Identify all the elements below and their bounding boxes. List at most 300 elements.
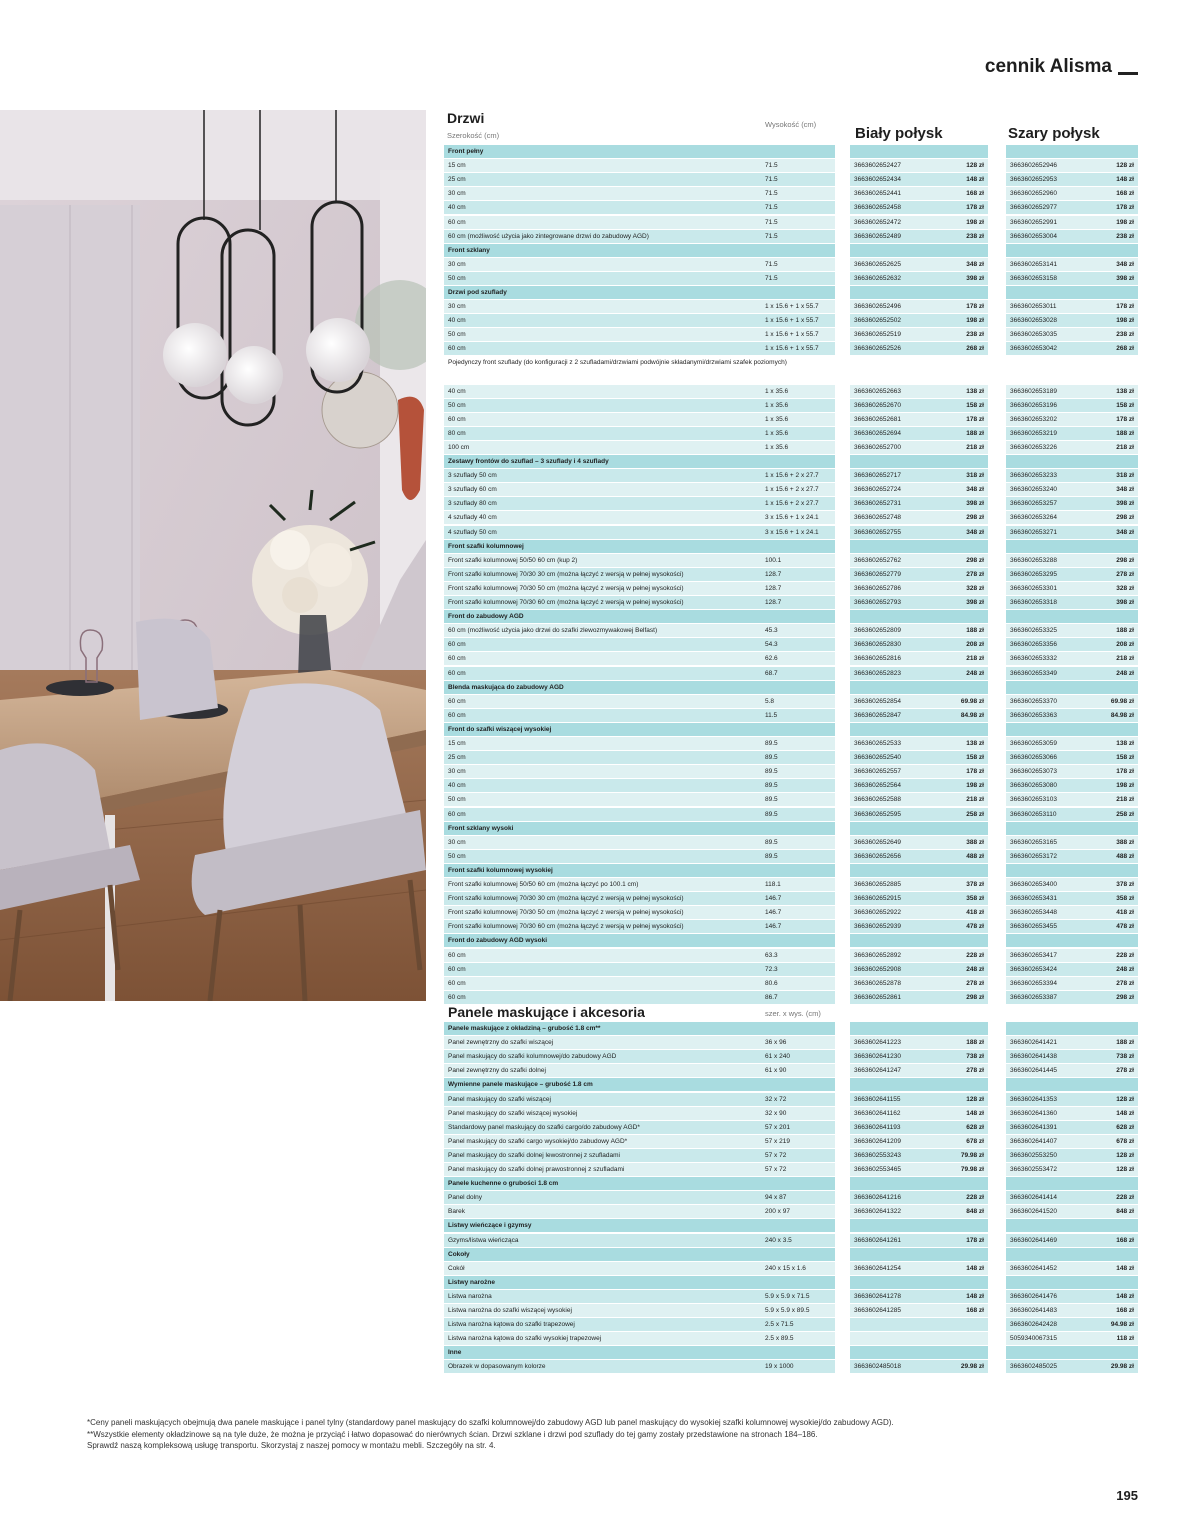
item-label: 30 cm bbox=[444, 836, 835, 849]
white-ean: 3663602652670 bbox=[854, 401, 901, 409]
item-label: 25 cm bbox=[444, 173, 835, 186]
grey-gloss-cell bbox=[1006, 1304, 1138, 1317]
table-row bbox=[444, 737, 1144, 751]
white-ean: 3663602652427 bbox=[854, 162, 901, 170]
item-label: 60 cm bbox=[444, 413, 835, 426]
grey-price: 178 zł bbox=[1116, 768, 1134, 776]
grey-ean: 3663602553250 bbox=[1010, 1151, 1057, 1159]
grey-price: 318 zł bbox=[1116, 472, 1134, 480]
white-price: 678 zł bbox=[966, 1137, 984, 1145]
table-row bbox=[444, 469, 1144, 483]
white-ean: 3663602652786 bbox=[854, 584, 901, 592]
white-price: 148 zł bbox=[966, 1264, 984, 1272]
white-gloss-cell bbox=[850, 751, 988, 764]
grey-gloss-cell bbox=[1006, 1191, 1138, 1204]
dimension-value: 80.6 bbox=[765, 979, 778, 987]
grey-ean: 3663602653318 bbox=[1010, 599, 1057, 606]
white-gloss-cell bbox=[850, 1191, 988, 1204]
grey-gloss-cell bbox=[1006, 1149, 1138, 1162]
white-gloss-cell bbox=[850, 1107, 988, 1120]
grey-ean: 3663602641445 bbox=[1010, 1067, 1057, 1075]
grey-price: 678 zł bbox=[1116, 1137, 1134, 1145]
grey-price: 218 zł bbox=[1116, 796, 1134, 804]
dimension-value: 11.5 bbox=[765, 711, 778, 719]
grey-ean: 3663602653110 bbox=[1010, 810, 1057, 818]
grey-price: 148 zł bbox=[1116, 1292, 1134, 1300]
white-gloss-cell bbox=[850, 145, 988, 158]
grey-ean: 3663602653059 bbox=[1010, 740, 1057, 747]
grey-ean: 3663602653196 bbox=[1010, 401, 1057, 409]
table-row bbox=[444, 1050, 1144, 1064]
dimension-value: 86.7 bbox=[765, 993, 778, 1001]
grey-gloss-cell bbox=[1006, 667, 1138, 680]
white-ean: 3663602652700 bbox=[854, 443, 901, 451]
grey-gloss-cell bbox=[1006, 1332, 1138, 1345]
table-row bbox=[444, 1191, 1144, 1205]
doors-section-title: Drzwi bbox=[447, 110, 485, 126]
category-label: Inne bbox=[444, 1346, 835, 1359]
dimension-value: 94 x 87 bbox=[765, 1194, 787, 1202]
grey-price: 188 zł bbox=[1116, 429, 1134, 437]
white-gloss-cell bbox=[850, 230, 988, 243]
white-price: 268 zł bbox=[966, 345, 984, 353]
grey-price: 148 zł bbox=[1116, 1109, 1134, 1117]
table-row bbox=[444, 187, 1144, 201]
table-row bbox=[444, 695, 1144, 709]
white-price: 198 zł bbox=[966, 317, 984, 325]
white-gloss-cell bbox=[850, 258, 988, 271]
item-label: 4 szuflady 40 cm bbox=[444, 511, 835, 524]
grey-gloss-cell bbox=[1006, 300, 1138, 313]
white-ean: 3663602652823 bbox=[854, 669, 901, 677]
grey-price: 398 zł bbox=[1116, 274, 1134, 282]
grey-price: 298 zł bbox=[1116, 514, 1134, 522]
white-ean: 3663602652724 bbox=[854, 486, 901, 494]
grey-price: 168 zł bbox=[1116, 190, 1134, 198]
dimension-value: 71.5 bbox=[765, 274, 778, 282]
white-gloss-cell bbox=[850, 892, 988, 905]
dimension-value: 36 x 96 bbox=[765, 1039, 787, 1047]
white-gloss-cell bbox=[850, 667, 988, 680]
white-ean: 3663602652564 bbox=[854, 782, 901, 790]
dimension-value: 5.9 x 5.9 x 71.5 bbox=[765, 1292, 810, 1300]
grey-gloss-cell bbox=[1006, 991, 1138, 1004]
item-label: 60 cm bbox=[444, 949, 835, 962]
table-row bbox=[444, 554, 1144, 568]
white-ean: 3663602652847 bbox=[854, 711, 901, 719]
white-ean: 3663602652496 bbox=[854, 303, 901, 311]
white-gloss-cell bbox=[850, 357, 988, 384]
grey-price: 358 zł bbox=[1116, 895, 1134, 903]
white-price: 178 zł bbox=[966, 768, 984, 776]
white-ean: 3663602652649 bbox=[854, 838, 901, 846]
table-row bbox=[444, 441, 1144, 455]
width-column-label: Szerokość (cm) bbox=[447, 131, 500, 140]
dimension-value: 1 x 15.6 + 1 x 55.7 bbox=[765, 345, 819, 353]
grey-price: 188 zł bbox=[1116, 627, 1134, 635]
item-label: Panel maskujący do szafki dolnej prawostronnej z szufladami bbox=[444, 1163, 835, 1176]
grey-price: 168 zł bbox=[1116, 1307, 1134, 1314]
grey-gloss-cell bbox=[1006, 357, 1138, 384]
item-label: Panel zewnętrzny do szafki wiszącej bbox=[444, 1036, 835, 1049]
white-gloss-cell bbox=[850, 934, 988, 947]
table-row bbox=[444, 1304, 1144, 1318]
grey-price: 128 zł bbox=[1116, 1095, 1134, 1103]
category-label: Wymienne panele maskujące – grubość 1.8 cm bbox=[444, 1078, 835, 1091]
white-price: 628 zł bbox=[966, 1123, 984, 1131]
white-ean: 3663602641223 bbox=[854, 1039, 901, 1047]
white-price: 358 zł bbox=[966, 895, 984, 903]
grey-ean: 3663602653165 bbox=[1010, 838, 1057, 846]
footnote: **Wszystkie elementy okładzinowe są na tyle duże, że można je przyciąć i łatwo dopasować do nierównych ścian. Drzwi szklane i drzwi pod szuflady do tej gamy zostały przedstawione na stronach 184–186. bbox=[87, 1429, 818, 1439]
white-price: 398 zł bbox=[966, 500, 984, 508]
white-gloss-cell bbox=[850, 1219, 988, 1232]
white-gloss-cell bbox=[850, 906, 988, 919]
dimension-value: 71.5 bbox=[765, 204, 778, 212]
grey-gloss-cell bbox=[1006, 1050, 1138, 1063]
white-ean: 3663602652830 bbox=[854, 641, 901, 649]
grey-gloss-cell bbox=[1006, 1290, 1138, 1303]
grey-price: 128 zł bbox=[1116, 1166, 1134, 1173]
grey-ean: 3663602641407 bbox=[1010, 1137, 1057, 1145]
item-label: Listwa narożna kątowa do szafki wysokiej trapezowej bbox=[444, 1332, 835, 1345]
white-price: 178 zł bbox=[966, 1236, 984, 1244]
item-label: 60 cm bbox=[444, 709, 835, 722]
category-label: Zestawy frontów do szuflad – 3 szuflady i 4 szuflady bbox=[444, 455, 835, 468]
table-row bbox=[444, 1135, 1144, 1149]
category-row bbox=[444, 610, 1144, 624]
grey-gloss-cell bbox=[1006, 1346, 1138, 1359]
grey-ean: 3663602641391 bbox=[1010, 1123, 1057, 1131]
category-label: Cokoły bbox=[444, 1248, 835, 1261]
table-row bbox=[444, 582, 1144, 596]
dimension-value: 89.5 bbox=[765, 810, 778, 818]
grey-price: 348 zł bbox=[1116, 486, 1134, 494]
item-label: 60 cm bbox=[444, 667, 835, 680]
item-label: Panel maskujący do szafki dolnej lewostronnej z szufladami bbox=[444, 1149, 835, 1162]
grey-gloss-cell bbox=[1006, 1219, 1138, 1232]
grey-price: 118 zł bbox=[1116, 1335, 1134, 1343]
grey-ean: 3663602641483 bbox=[1010, 1307, 1057, 1314]
item-label: 60 cm bbox=[444, 695, 835, 708]
table-row bbox=[444, 342, 1144, 356]
dimension-value: 68.7 bbox=[765, 669, 778, 677]
table-row bbox=[444, 1332, 1144, 1346]
grey-gloss-cell bbox=[1006, 934, 1138, 947]
grey-gloss-cell bbox=[1006, 1135, 1138, 1148]
grey-ean: 3663602652946 bbox=[1010, 162, 1057, 170]
white-gloss-cell bbox=[850, 695, 988, 708]
grey-price: 128 zł bbox=[1116, 1151, 1134, 1159]
category-label: Front szklany bbox=[444, 244, 835, 257]
dimension-value: 2.5 x 71.5 bbox=[765, 1321, 794, 1329]
grey-price: 188 zł bbox=[1116, 1039, 1134, 1047]
dimension-value: 1 x 35.6 bbox=[765, 443, 789, 451]
table-row bbox=[444, 977, 1144, 991]
grey-gloss-cell bbox=[1006, 286, 1138, 299]
grey-price: 198 zł bbox=[1116, 218, 1134, 226]
dimension-value: 240 x 15 x 1.6 bbox=[765, 1264, 806, 1272]
grey-ean: 3663602653264 bbox=[1010, 514, 1057, 522]
grey-ean: 3663602653189 bbox=[1010, 387, 1057, 395]
category-row bbox=[444, 244, 1144, 258]
white-gloss-cell bbox=[850, 991, 988, 1004]
table-row bbox=[444, 808, 1144, 822]
table-row bbox=[444, 1360, 1144, 1374]
grey-price: 168 zł bbox=[1116, 1236, 1134, 1244]
table-row bbox=[444, 272, 1144, 286]
table-row bbox=[444, 1107, 1144, 1121]
item-label: Panel maskujący do szafki cargo wysokiej/do zabudowy AGD* bbox=[444, 1135, 835, 1148]
item-label: Front szafki kolumnowej 50/50 60 cm (kup 2) bbox=[444, 554, 835, 567]
grey-gloss-cell bbox=[1006, 1064, 1138, 1077]
dimension-value: 240 x 3.5 bbox=[765, 1236, 792, 1244]
grey-gloss-cell bbox=[1006, 949, 1138, 962]
item-label: 60 cm bbox=[444, 808, 835, 821]
grey-price: 218 zł bbox=[1116, 443, 1134, 451]
grey-gloss-cell bbox=[1006, 864, 1138, 877]
white-price: 218 zł bbox=[966, 443, 984, 451]
table-row bbox=[444, 751, 1144, 765]
white-price: 228 zł bbox=[966, 1194, 984, 1202]
item-label: 3 szuflady 80 cm bbox=[444, 497, 835, 510]
item-label: 60 cm bbox=[444, 342, 835, 355]
item-label: 100 cm bbox=[444, 441, 835, 454]
category-label: Front do zabudowy AGD bbox=[444, 610, 835, 623]
item-label: Front szafki kolumnowej 70/30 50 cm (można łączyć z wersją w pełnej wysokości) bbox=[444, 582, 835, 595]
white-gloss-cell bbox=[850, 610, 988, 623]
grey-gloss-cell bbox=[1006, 1022, 1138, 1035]
white-gloss-cell bbox=[850, 1304, 988, 1317]
item-label: Obrazek w dopasowanym kolorze bbox=[444, 1360, 835, 1373]
white-ean: 3663602553243 bbox=[854, 1151, 901, 1159]
white-price: 348 zł bbox=[966, 260, 984, 268]
item-label: 25 cm bbox=[444, 751, 835, 764]
grey-price: 178 zł bbox=[1116, 204, 1134, 212]
white-ean: 3663602652908 bbox=[854, 965, 901, 973]
dimension-value: 71.5 bbox=[765, 218, 778, 226]
dimension-value: 71.5 bbox=[765, 232, 778, 240]
white-gloss-cell bbox=[850, 314, 988, 327]
dimension-value: 54.3 bbox=[765, 641, 778, 649]
category-row bbox=[444, 1177, 1144, 1191]
grey-price: 94.98 zł bbox=[1110, 1321, 1134, 1329]
category-row bbox=[444, 1248, 1144, 1262]
table-row bbox=[444, 258, 1144, 272]
white-price: 328 zł bbox=[966, 584, 984, 592]
white-price: 178 zł bbox=[966, 415, 984, 423]
table-row bbox=[444, 328, 1144, 342]
white-price: 248 zł bbox=[966, 669, 984, 677]
white-price: 148 zł bbox=[966, 1109, 984, 1117]
category-row bbox=[444, 934, 1144, 948]
grey-price: 178 zł bbox=[1116, 303, 1134, 311]
white-gloss-cell bbox=[850, 173, 988, 186]
white-ean: 3663602652731 bbox=[854, 500, 901, 508]
grey-gloss-cell bbox=[1006, 328, 1138, 341]
white-gloss-cell bbox=[850, 272, 988, 285]
grey-gloss-cell bbox=[1006, 342, 1138, 355]
white-ean: 3663602641155 bbox=[854, 1095, 901, 1103]
table-row bbox=[444, 638, 1144, 652]
grey-price: 238 zł bbox=[1116, 331, 1134, 339]
dimension-value: 57 x 72 bbox=[765, 1166, 787, 1173]
catalog-section-title: cennik Alisma bbox=[984, 56, 1112, 77]
grey-ean: 3663602553472 bbox=[1010, 1166, 1057, 1173]
category-label: Front szafki kolumnowej wysokiej bbox=[444, 864, 835, 877]
item-label: 15 cm bbox=[444, 737, 835, 750]
white-price: 69.98 zł bbox=[960, 697, 984, 705]
grey-ean: 3663602653325 bbox=[1010, 627, 1057, 635]
white-price: 298 zł bbox=[966, 514, 984, 522]
white-price: 298 zł bbox=[966, 556, 984, 564]
white-price: 79.98 zł bbox=[960, 1166, 984, 1173]
grey-ean: 3663602652953 bbox=[1010, 176, 1057, 184]
white-gloss-cell bbox=[850, 1248, 988, 1261]
item-label: Standardowy panel maskujący do szafki cargo/do zabudowy AGD* bbox=[444, 1121, 835, 1134]
item-label: Front szafki kolumnowej 70/30 30 cm (można łączyć z wersją w pełnej wysokości) bbox=[444, 568, 835, 581]
dimension-value: 61 x 90 bbox=[765, 1067, 787, 1075]
grey-gloss-cell bbox=[1006, 230, 1138, 243]
white-gloss-cell bbox=[850, 963, 988, 976]
white-ean: 3663602652434 bbox=[854, 176, 901, 184]
grey-gloss-cell bbox=[1006, 836, 1138, 849]
grey-ean: 3663602653240 bbox=[1010, 486, 1057, 494]
table-row bbox=[444, 1318, 1144, 1332]
grey-ean: 3663602653424 bbox=[1010, 965, 1057, 973]
table-row bbox=[444, 483, 1144, 497]
grey-gloss-cell bbox=[1006, 469, 1138, 482]
dimension-value: 89.5 bbox=[765, 740, 778, 747]
table-row bbox=[444, 413, 1144, 427]
dimension-value: 19 x 1000 bbox=[765, 1363, 794, 1371]
grey-ean: 3663602653103 bbox=[1010, 796, 1057, 804]
white-price: 208 zł bbox=[966, 641, 984, 649]
table-row bbox=[444, 399, 1144, 413]
white-gloss-cell bbox=[850, 1078, 988, 1091]
grey-price: 628 zł bbox=[1116, 1123, 1134, 1131]
dimension-value: 1 x 15.6 + 1 x 55.7 bbox=[765, 303, 819, 311]
white-ean: 3663602652915 bbox=[854, 895, 901, 903]
white-ean: 3663602652885 bbox=[854, 881, 901, 888]
grey-price: 478 zł bbox=[1116, 923, 1134, 931]
table-row bbox=[444, 624, 1144, 638]
white-gloss-cell bbox=[850, 216, 988, 229]
grey-gloss-cell bbox=[1006, 1107, 1138, 1120]
dimension-value: 57 x 72 bbox=[765, 1151, 787, 1159]
category-row bbox=[444, 1078, 1144, 1092]
dimension-value: 63.3 bbox=[765, 951, 778, 959]
grey-price: 388 zł bbox=[1116, 838, 1134, 846]
category-row bbox=[444, 455, 1144, 469]
grey-price: 278 zł bbox=[1116, 979, 1134, 987]
table-row bbox=[444, 949, 1144, 963]
footnotes bbox=[87, 1417, 894, 1452]
white-ean: 3663602641285 bbox=[854, 1307, 901, 1314]
white-price: 278 zł bbox=[966, 570, 984, 578]
grey-ean: 3663602641438 bbox=[1010, 1053, 1057, 1061]
white-price: 248 zł bbox=[966, 965, 984, 973]
table-row bbox=[444, 596, 1144, 610]
dimension-value: 128.7 bbox=[765, 570, 782, 578]
white-price: 198 zł bbox=[966, 782, 984, 790]
white-price: 178 zł bbox=[966, 204, 984, 212]
item-label: 50 cm bbox=[444, 793, 835, 806]
white-gloss-cell bbox=[850, 1163, 988, 1176]
white-price: 198 zł bbox=[966, 218, 984, 226]
grey-ean: 3663602653011 bbox=[1010, 303, 1057, 311]
grey-gloss-cell bbox=[1006, 244, 1138, 257]
page-number: 195 bbox=[1116, 1488, 1138, 1503]
white-price: 228 zł bbox=[966, 951, 984, 959]
grey-gloss-cell bbox=[1006, 638, 1138, 651]
grey-gloss-cell bbox=[1006, 385, 1138, 398]
white-price: 418 zł bbox=[966, 909, 984, 917]
table-row bbox=[444, 709, 1144, 723]
dimension-value: 146.7 bbox=[765, 923, 782, 931]
white-price: 84.98 zł bbox=[960, 711, 984, 719]
category-label: Front do szafki wiszącej wysokiej bbox=[444, 723, 835, 736]
table-row bbox=[444, 991, 1144, 1005]
grey-price: 128 zł bbox=[1116, 162, 1134, 170]
white-gloss-cell bbox=[850, 836, 988, 849]
grey-ean: 3663602653448 bbox=[1010, 909, 1057, 917]
white-gloss-cell bbox=[850, 540, 988, 553]
grey-price: 148 zł bbox=[1116, 176, 1134, 184]
item-label: 60 cm bbox=[444, 216, 835, 229]
grey-gloss-cell bbox=[1006, 187, 1138, 200]
white-gloss-cell bbox=[850, 427, 988, 440]
white-gloss-column-header: Biały połysk bbox=[855, 125, 943, 142]
grey-gloss-cell bbox=[1006, 624, 1138, 637]
dimension-value: 89.5 bbox=[765, 768, 778, 776]
item-label: Front szafki kolumnowej 70/30 60 cm (można łączyć z wersją w pełnej wysokości) bbox=[444, 596, 835, 609]
white-ean: 3663602652922 bbox=[854, 909, 901, 917]
grey-price: 328 zł bbox=[1116, 584, 1134, 592]
grey-ean: 3663602653370 bbox=[1010, 697, 1057, 705]
item-label: Panel zewnętrzny do szafki dolnej bbox=[444, 1064, 835, 1077]
grey-price: 248 zł bbox=[1116, 669, 1134, 677]
grey-gloss-cell bbox=[1006, 272, 1138, 285]
grey-price: 84.98 zł bbox=[1110, 711, 1134, 719]
footnote: *Ceny paneli maskujących obejmują dwa panele maskujące i panel tylny (standardowy panel maskujący do szafki kolumnowej/do zabudowy AGD lub panel maskujący do wysokiej szafki kolumnowej wysokiej/do zabudowy AGD). bbox=[87, 1418, 894, 1427]
white-gloss-cell bbox=[850, 511, 988, 524]
dimension-value: 5.9 x 5.9 x 89.5 bbox=[765, 1307, 810, 1314]
white-gloss-cell bbox=[850, 1360, 988, 1373]
white-ean: 3663602652632 bbox=[854, 274, 901, 282]
white-ean: 3663602652656 bbox=[854, 852, 901, 860]
white-gloss-cell bbox=[850, 1177, 988, 1190]
grey-ean: 5059340067315 bbox=[1010, 1335, 1057, 1343]
item-label: 60 cm (możliwość użycia jako zintegrowane drzwi do zabudowy AGD) bbox=[444, 230, 835, 243]
grey-price: 148 zł bbox=[1116, 1264, 1134, 1272]
item-label: 50 cm bbox=[444, 399, 835, 412]
grey-price: 198 zł bbox=[1116, 782, 1134, 790]
item-label: 80 cm bbox=[444, 427, 835, 440]
grey-gloss-cell bbox=[1006, 483, 1138, 496]
kitchen-dining-photo bbox=[0, 110, 426, 1001]
item-label: 60 cm bbox=[444, 977, 835, 990]
white-gloss-cell bbox=[850, 822, 988, 835]
white-ean: 3663602652663 bbox=[854, 387, 901, 395]
white-price: 128 zł bbox=[966, 162, 984, 170]
white-gloss-cell bbox=[850, 201, 988, 214]
white-gloss-cell bbox=[850, 808, 988, 821]
white-ean: 3663602652762 bbox=[854, 556, 901, 564]
white-ean: 3663602641261 bbox=[854, 1236, 901, 1244]
table-row bbox=[444, 201, 1144, 215]
grey-gloss-cell bbox=[1006, 568, 1138, 581]
